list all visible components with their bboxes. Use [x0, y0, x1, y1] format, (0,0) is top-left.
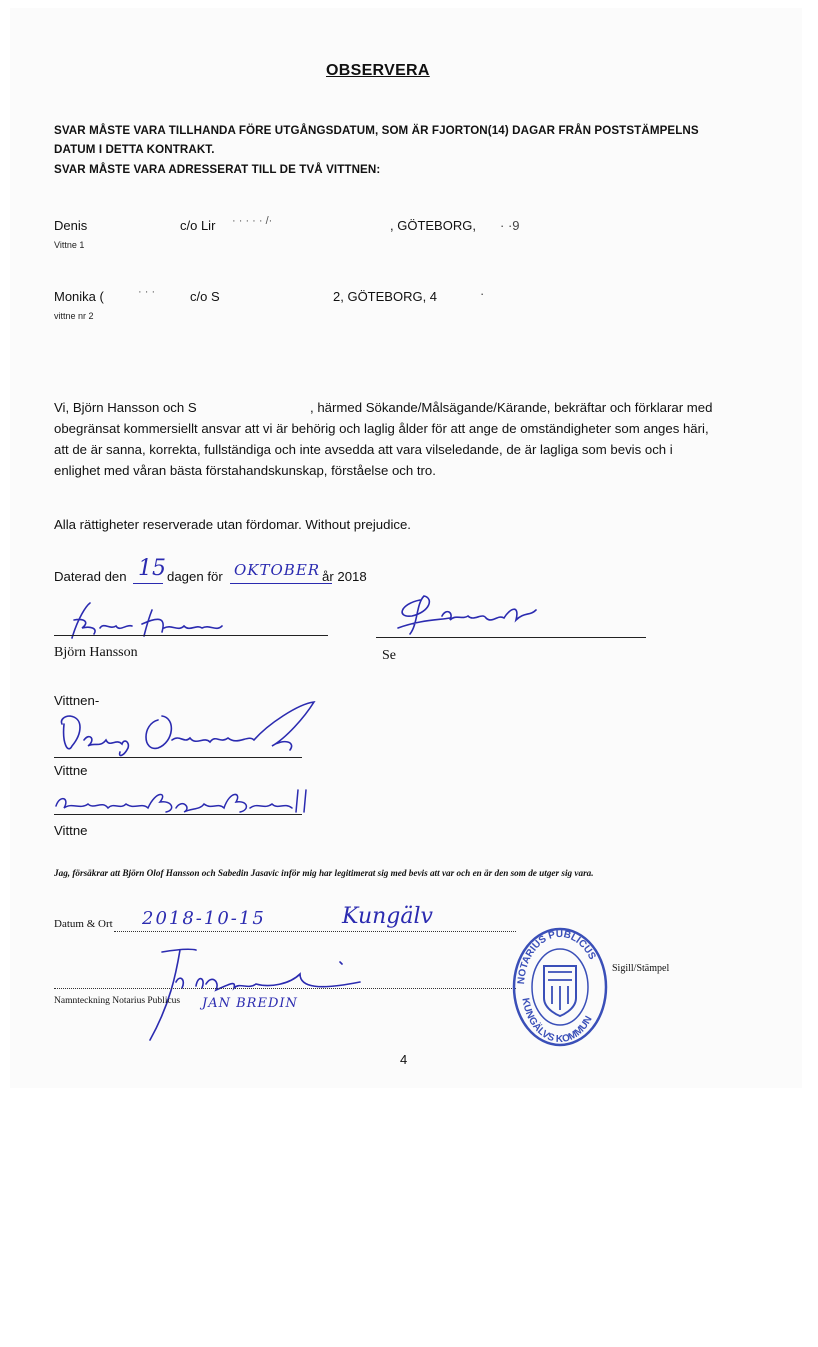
witness2-zip: ·: [480, 286, 485, 301]
notary-date-value: 2018-10-15: [142, 908, 266, 929]
declaration-line-4: enlighet med våran bästa förstahandskunskap, förståelse och tro.: [54, 463, 436, 478]
declaration-line-3: att de är sanna, korrekta, fullständiga och inte avsedda att vara vilseledande, de är lagliga som bevis och i: [54, 442, 673, 457]
notary-seal-stamp: [510, 924, 610, 1050]
declaration-line-1a: Vi, Björn Hansson och S: [54, 400, 197, 415]
page-number: 4: [400, 1052, 408, 1067]
signature-witness-1: [58, 694, 318, 764]
notary-signature-label: Namnteckning Notarius Publicus: [54, 996, 181, 1006]
dated-month: OKTOBER: [234, 561, 321, 579]
witness-label-2: Vittne: [54, 823, 88, 838]
witnesses-heading: Vittnen-: [54, 693, 100, 708]
witness1-name: Denis: [54, 218, 88, 233]
notary-statement: Jag, försäkrar att Björn Olof Hansson och Sabedin Jasavic inför mig har legitimerat sig med bevis att var och en är den som de utger sig vara.: [54, 868, 594, 878]
signature-notary: [140, 944, 370, 1044]
witness2-label: vittne nr 2: [54, 311, 94, 321]
signature-right: [390, 590, 560, 640]
page-title: OBSERVERA: [326, 62, 430, 79]
witness1-partial: · · · · · /·: [232, 215, 273, 227]
signatory-right-name: Se: [382, 648, 396, 663]
notice-line-1: SVAR MÅSTE VARA TILLHANDA FÖRE UTGÅNGSDATUM, SOM ÄR FJORTON(14) DAGAR FRÅN POSTSTÄMPELNS: [54, 124, 699, 137]
dated-mid: dagen för: [167, 569, 223, 584]
declaration-line-1b: , härmed Sökande/Målsägande/Kärande, bekräftar och förklarar med: [310, 400, 713, 415]
witness1-label: Vittne 1: [54, 240, 85, 250]
declaration-line-2: obegränsat kommersiellt ansvar att vi är behörig och laglig ålder för att ange de omständigheter som anges häri,: [54, 421, 709, 436]
witness2-partial: · · ·: [138, 286, 156, 298]
notary-place-value: Kungälv: [342, 904, 433, 929]
signature-bjorn-hansson: [60, 598, 250, 643]
witness1-city: , GÖTEBORG,: [390, 218, 476, 233]
signatory-left-name: Björn Hansson: [54, 645, 138, 660]
notice-line-2: DATUM I DETTA KONTRAKT.: [54, 143, 215, 156]
rights-statement: Alla rättigheter reserverade utan fördomar. Without prejudice.: [54, 517, 411, 532]
witness-label-1: Vittne: [54, 763, 88, 778]
notary-printed-name: JAN BREDIN: [202, 996, 298, 1011]
witness1-co: c/o Lir: [180, 218, 216, 233]
witness2-name: Monika (: [54, 289, 104, 304]
notary-date-label: Datum & Ort: [54, 918, 113, 930]
dated-suffix: år 2018: [322, 569, 367, 584]
dated-day: 15: [138, 556, 166, 581]
witness2-city: 2, GÖTEBORG, 4: [333, 289, 438, 304]
seal-label: Sigill/Stämpel: [612, 963, 670, 974]
seal-top-text: NOTARIUS PUBLICUS: [515, 928, 598, 985]
witness2-co: c/o S: [190, 289, 220, 304]
notice-line-3: SVAR MÅSTE VARA ADRESSERAT TILL DE TVÅ VITTNEN:: [54, 163, 381, 176]
dated-prefix: Daterad den: [54, 569, 127, 584]
seal-bottom-text: KUNGÄLVS KOMMUN: [519, 997, 595, 1046]
witness1-zip: · ·9: [500, 218, 520, 233]
